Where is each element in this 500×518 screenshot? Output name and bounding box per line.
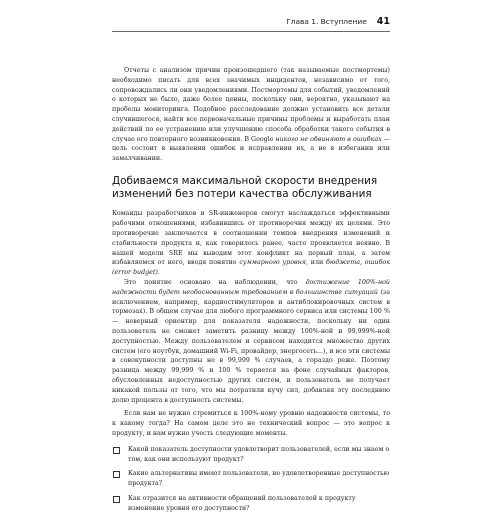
para3-emphasis: достижение 100%-ной надежности будет необоснованным требованием в большинстве ситуаций [112, 278, 390, 296]
list-item [112, 494, 390, 514]
paragraph-error-budget [112, 209, 390, 278]
checkbox-square-icon [113, 471, 120, 478]
para3-text-a: Это понятие основано на наблюдении, что [124, 278, 306, 286]
list-item [112, 469, 390, 489]
para2-emphasis-2: бюджета, ошибок (error budget) [112, 259, 390, 277]
list-item-text: Какие альтернативы имеют пользователи, не удовлетворенные доступностью продукта? [128, 470, 390, 488]
list-item-text: Какой показатель доступности удовлетворит пользователей, если мы знаем о том, как они используют продукт? [128, 445, 390, 463]
para3-text-b: (за исключением, например, кардиостимуляторов и антиблокировочных систем в тормозах). В общем случае для любого программного сервиса или системы 100 % — неверный ориентир для показателя надежности, поскольку ни один пользователь не сможет заметить разницу между 100%-ной и 99,999%-ной доступностью. Между пользователем и сервисом находится множество других систем (его ноутбук, домашний Wi-Fi, провайдер, энергосеть...), и все эти системы в совокупности доступны не в 99,999 % случаев, а гораздо реже. Поэтому разница между 99,999 % и 100 % теряется на фоне случайных факторов, обусловленных недоступностью других систем, и пользователь не получает никакой пользы от того, что мы потратили кучу сил, добавляя эту последнюю долю процента в доступность системы. [112, 288, 390, 404]
section-heading: Добиваемся максимальной скорости внедрения изменений без потери качества обслуживания [112, 174, 378, 201]
para1-text-b: — цель состоит в выявлении ошибок и исправлении их, а не в избегании или замалчивании. [112, 135, 390, 163]
para2-text-a: Команды разработчиков и SR-инженеров смогут наслаждаться эффективными рабочими отношениями, избавившись от противоречия между их целями. Это противоречие заключается в соотношении темпов внедрения изменений и стабильности продукта и, как говорилось ранее, часто проявляется неявно. В нашей модели SRE мы выводим этот конфликт на первый план, а затем избавляемся от него, вводя понятие [112, 210, 390, 267]
chapter-title: Глава 1. Вступление [286, 16, 367, 26]
list-item [112, 445, 390, 465]
list-item-text: Как отразится на активности обращений пользователей к продукту изменение уровня его доступности? [128, 494, 356, 512]
para1-emphasis: никого не обвиняют в ошибках [275, 135, 382, 143]
para1-text-a: Отчеты с анализом причин произошедшего (так называемые постмортемы) необходимо писать для всех значимых инцидентов, независимо от того, сопровождались ли они уведомлениями. Постмортемы для событий, уведомлений о которых не было, даже более ценны, поскольку они, вероятно, указывают на пробелы мониторинга. Подобное расследование должно установить все детали случившегося, найти все первоначальные причины проблемы и выработать план действий по ее устранению или улучшению способа обработки такого события в случае его повторного возникновения. В Google [112, 67, 390, 143]
para2-emphasis-1: суммарного уровня [239, 259, 306, 267]
para2-text-mid: , или [305, 259, 326, 267]
question-list [112, 445, 390, 514]
paragraph-postmortems [112, 66, 390, 164]
running-header [112, 10, 390, 32]
checkbox-square-icon [113, 496, 120, 503]
header-rule [112, 31, 390, 32]
page-number: 41 [376, 15, 390, 27]
para2-text-b: . [157, 269, 160, 277]
paragraph-reliability [112, 278, 390, 405]
page-body [112, 66, 390, 518]
checkbox-square-icon [113, 447, 120, 454]
paragraph-product-question: Если нам не нужно стремиться к 100%-ному уровню надежности системы, то к какому тогда? На самом деле это не технический вопрос — это вопрос к продукту, и нам нужно учесть следующие моменты. [112, 410, 390, 437]
